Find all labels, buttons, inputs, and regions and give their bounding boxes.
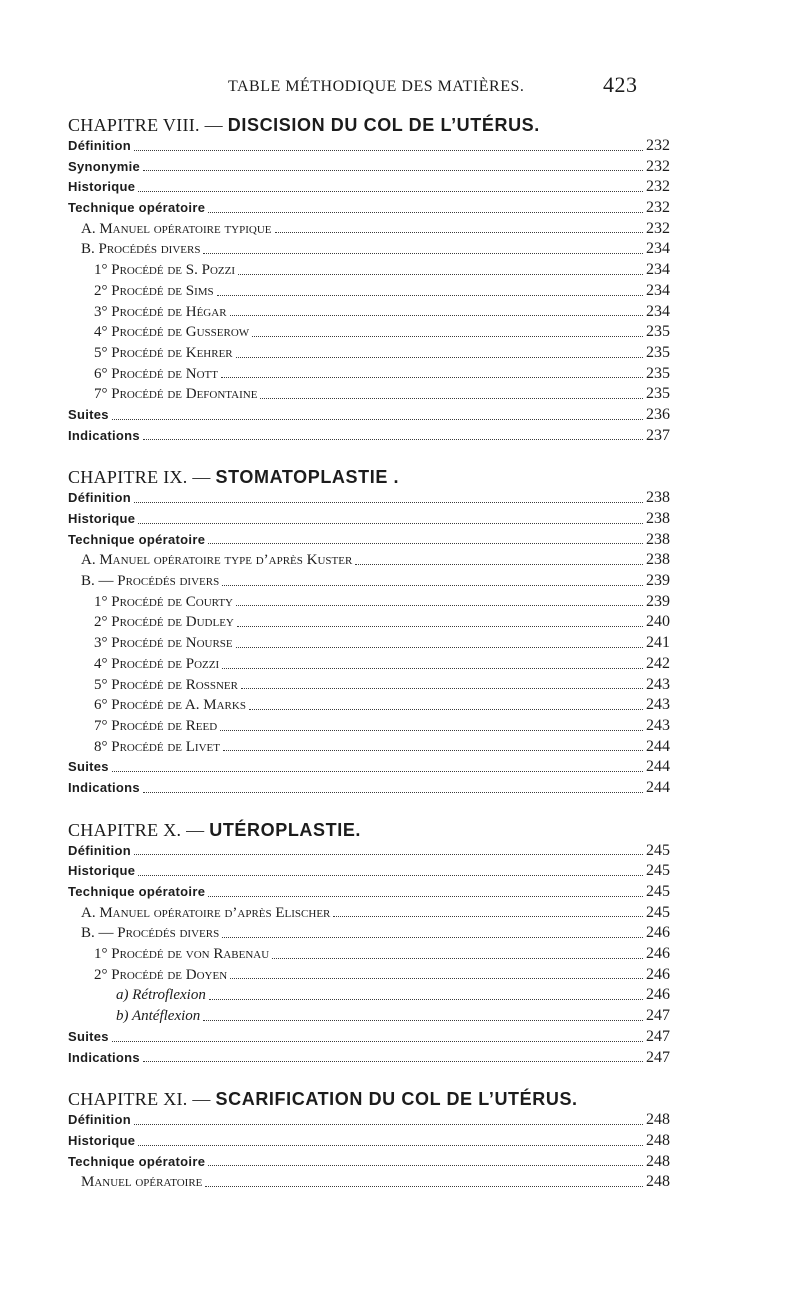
chapter-section	[68, 819, 668, 1069]
entry-page-number: 238	[646, 530, 670, 548]
dot-leader	[222, 936, 643, 938]
entry-label: b) Antéflexion	[116, 1008, 201, 1025]
entry-page-number: 242	[646, 654, 670, 672]
chapter-heading	[68, 114, 668, 136]
entry-page-number: 235	[646, 323, 670, 341]
toc-entry	[68, 923, 668, 944]
dot-leader	[205, 1185, 643, 1187]
toc-entry	[68, 965, 668, 986]
toc-entry	[68, 550, 668, 571]
toc-entry	[68, 633, 668, 654]
entry-label: a) Rétroflexion	[116, 987, 206, 1004]
entry-page-number: 245	[646, 883, 670, 900]
entry-label: 2° Procédé de Doyen	[94, 966, 228, 983]
dot-leader	[203, 252, 643, 254]
running-title: TABLE MÉTHODIQUE DES MATIÈRES.	[228, 78, 525, 95]
toc-entry	[68, 861, 668, 882]
entry-page-number: 236	[646, 405, 670, 423]
entry-page-number: 240	[646, 613, 670, 631]
entry-page-number: 234	[646, 281, 670, 299]
dot-leader	[275, 231, 643, 233]
entry-page-number: 245	[646, 862, 670, 880]
entry-label: Historique	[68, 863, 136, 879]
entry-label: 6° Procédé de Nott	[94, 365, 218, 382]
entry-page-number: 244	[646, 737, 670, 755]
toc-entry	[68, 1152, 668, 1173]
dot-leader	[112, 770, 643, 772]
entry-page-number: 248	[646, 1111, 670, 1129]
dot-leader	[238, 273, 643, 275]
entry-label: A. Manuel opératoire typique	[81, 220, 272, 237]
dot-leader	[230, 314, 643, 316]
entry-label: 5° Procédé de Kehrer	[94, 344, 233, 361]
entry-page-number: 244	[646, 758, 670, 776]
toc-entry	[68, 571, 668, 592]
entry-label: Manuel opératoire	[81, 1174, 203, 1191]
chapter-section	[68, 466, 668, 798]
dot-leader	[241, 687, 643, 689]
entry-label: Technique opératoire	[68, 884, 206, 899]
entry-page-number: 235	[646, 343, 670, 361]
toc-entry	[68, 592, 668, 613]
dot-leader	[209, 998, 643, 1000]
entry-page-number: 243	[646, 675, 670, 693]
toc-entry	[68, 882, 668, 903]
dot-leader	[143, 1060, 643, 1062]
toc-entry	[68, 177, 668, 198]
dot-leader	[143, 438, 643, 440]
entry-page-number: 247	[646, 1027, 670, 1045]
toc-entry	[68, 612, 668, 633]
entry-label: B. — Procédés divers	[81, 925, 220, 942]
dot-leader	[217, 294, 643, 296]
entry-page-number: 246	[646, 924, 670, 942]
entry-label: 4° Procédé de Pozzi	[94, 655, 220, 672]
entry-page-number: 248	[646, 1173, 670, 1191]
entry-label: Définition	[68, 842, 131, 858]
dot-leader	[236, 646, 643, 648]
dot-leader	[138, 874, 643, 876]
dot-leader	[208, 542, 643, 544]
dot-leader	[236, 356, 643, 358]
toc-entry	[68, 426, 668, 447]
toc-entry	[68, 1006, 668, 1027]
dot-leader	[355, 563, 643, 565]
dot-leader	[220, 729, 643, 731]
entry-page-number: 244	[646, 778, 670, 796]
toc-entry	[68, 384, 668, 405]
toc-entry	[68, 654, 668, 675]
toc-entry	[68, 405, 668, 426]
dot-leader	[138, 190, 643, 192]
entry-page-number: 243	[646, 696, 670, 714]
dot-leader	[252, 335, 643, 337]
entry-page-number: 246	[646, 965, 670, 983]
dot-leader	[221, 376, 643, 378]
entry-label: Suites	[68, 759, 109, 775]
dot-leader	[143, 169, 643, 171]
entry-page-number: 232	[646, 157, 670, 175]
entry-label: 3° Procédé de Hégar	[94, 303, 227, 320]
dot-leader	[134, 1123, 643, 1125]
toc-entry	[68, 509, 668, 530]
chapter-section	[68, 1088, 668, 1193]
entry-page-number: 238	[646, 489, 670, 507]
toc-entry	[68, 343, 668, 364]
dot-leader	[333, 915, 643, 917]
entry-page-number: 234	[646, 240, 670, 258]
entry-label: Définition	[68, 138, 131, 153]
entry-page-number: 245	[646, 841, 670, 859]
entry-page-number: 243	[646, 716, 670, 734]
toc-entry	[68, 944, 668, 965]
dot-leader	[138, 1144, 643, 1146]
toc-entry	[68, 281, 668, 302]
entry-page-number: 248	[646, 1152, 670, 1170]
entry-label: A. Manuel opératoire type d’après Kuster	[81, 552, 353, 569]
entry-page-number: 232	[646, 199, 670, 217]
entry-label: Indications	[68, 779, 140, 795]
entry-label: 1° Procédé de S. Pozzi	[94, 262, 235, 279]
dot-leader	[222, 667, 643, 669]
entry-label: Définition	[68, 1112, 131, 1128]
dot-leader	[208, 211, 643, 213]
chapter-title: STOMATOPLASTIE .	[215, 467, 400, 488]
dot-leader	[138, 522, 643, 524]
entry-label: 2° Procédé de Sims	[94, 282, 214, 299]
toc-entry	[68, 198, 668, 219]
entry-label: 7° Procédé de Defontaine	[94, 386, 258, 403]
chapter-title: SCARIFICATION DU COL DE L’UTÉRUS.	[215, 1089, 578, 1110]
entry-label: B. — Procédés divers	[81, 573, 220, 590]
entry-label: 3° Procédé de Nourse	[94, 635, 233, 652]
entry-page-number: 241	[646, 634, 670, 652]
dot-leader	[249, 708, 643, 710]
toc-entry	[68, 675, 668, 696]
toc-entry	[68, 1027, 668, 1048]
entry-page-number: 234	[646, 261, 670, 279]
toc-entry	[68, 985, 668, 1006]
entry-label: Indications	[68, 1049, 140, 1065]
toc-entry	[68, 239, 668, 260]
chapter-heading	[68, 466, 668, 488]
dot-leader	[230, 977, 643, 979]
dot-leader	[143, 791, 643, 793]
toc-entry	[68, 757, 668, 778]
entry-label: Historique	[68, 511, 136, 526]
toc-entry	[68, 778, 668, 799]
chapter-title: UTÉROPLASTIE.	[209, 819, 362, 840]
entry-page-number: 239	[646, 572, 670, 590]
entry-page-number: 232	[646, 219, 670, 237]
toc-entry	[68, 136, 668, 157]
entry-page-number: 235	[646, 364, 670, 382]
entry-page-number: 237	[646, 426, 670, 444]
chapter-number: CHAPITRE XI. —	[68, 1089, 211, 1110]
entry-label: Technique opératoire	[68, 531, 206, 547]
entry-label: Suites	[68, 1028, 109, 1044]
chapter-number: CHAPITRE VIII. —	[68, 115, 223, 135]
toc-entry	[68, 530, 668, 551]
toc-entry	[68, 157, 668, 178]
entry-page-number: 234	[646, 302, 670, 320]
page-number: 423	[603, 72, 638, 97]
chapter-heading	[68, 819, 668, 841]
chapter-title: DISCISION DU COL DE L’UTÉRUS.	[227, 115, 540, 135]
dot-leader	[134, 149, 643, 151]
toc-entry	[68, 1110, 668, 1131]
entry-label: Historique	[68, 1132, 136, 1148]
dot-leader	[203, 1019, 643, 1021]
entry-page-number: 239	[646, 592, 670, 610]
toc-entry	[68, 903, 668, 924]
dot-leader	[134, 501, 643, 503]
entry-label: Historique	[68, 179, 136, 195]
dot-leader	[134, 853, 643, 855]
chapter-section	[68, 114, 668, 446]
entry-label: Technique opératoire	[68, 1153, 206, 1169]
dot-leader	[272, 957, 643, 959]
entry-page-number: 246	[646, 945, 670, 963]
entry-page-number: 245	[646, 903, 670, 921]
entry-label: 5° Procédé de Rossner	[94, 676, 238, 693]
entry-page-number: 238	[646, 551, 670, 569]
dot-leader	[208, 895, 643, 897]
dot-leader	[236, 604, 643, 606]
entry-page-number: 246	[646, 986, 670, 1004]
entry-label: 6° Procédé de A. Marks	[94, 697, 246, 714]
toc-entry	[68, 1131, 668, 1152]
entry-label: Synonymie	[68, 158, 141, 174]
dot-leader	[222, 584, 643, 586]
entry-label: 1° Procédé de Courty	[94, 593, 233, 610]
entry-page-number: 235	[646, 385, 670, 403]
entry-page-number: 238	[646, 510, 670, 527]
toc-entry	[68, 322, 668, 343]
toc-entry	[68, 260, 668, 281]
entry-label: 8° Procédé de Livet	[94, 738, 220, 755]
entry-label: 2° Procédé de Dudley	[94, 614, 234, 631]
entry-label: 1° Procédé de von Rabenau	[94, 946, 270, 963]
chapter-heading	[68, 1088, 668, 1110]
dot-leader	[112, 418, 643, 420]
entry-label: B. Procédés divers	[81, 241, 201, 258]
toc-entry	[68, 488, 668, 509]
dot-leader	[237, 625, 643, 627]
table-of-contents	[68, 114, 668, 1213]
toc-entry	[68, 737, 668, 758]
entry-label: Indications	[68, 427, 140, 443]
entry-label: Technique opératoire	[68, 200, 206, 216]
toc-entry	[68, 695, 668, 716]
entry-page-number: 247	[646, 1048, 670, 1066]
entry-label: Suites	[68, 406, 109, 422]
toc-entry	[68, 1048, 668, 1069]
toc-entry	[68, 1172, 668, 1193]
toc-entry	[68, 716, 668, 737]
entry-page-number: 232	[646, 178, 670, 196]
entry-page-number: 248	[646, 1131, 670, 1149]
toc-entry	[68, 302, 668, 323]
entry-label: Définition	[68, 490, 131, 506]
entry-page-number: 232	[646, 137, 670, 154]
entry-page-number: 247	[646, 1007, 670, 1025]
dot-leader	[223, 749, 643, 751]
dot-leader	[208, 1164, 643, 1166]
chapter-number: CHAPITRE IX. —	[68, 467, 211, 488]
toc-entry	[68, 219, 668, 240]
dot-leader	[260, 397, 643, 399]
entry-label: A. Manuel opératoire d’après Elischer	[81, 904, 331, 921]
entry-label: 7° Procédé de Reed	[94, 717, 218, 734]
dot-leader	[112, 1040, 643, 1042]
toc-entry	[68, 841, 668, 862]
entry-label: 4° Procédé de Gusserow	[94, 324, 250, 341]
toc-entry	[68, 364, 668, 385]
chapter-number: CHAPITRE X. —	[68, 819, 205, 840]
